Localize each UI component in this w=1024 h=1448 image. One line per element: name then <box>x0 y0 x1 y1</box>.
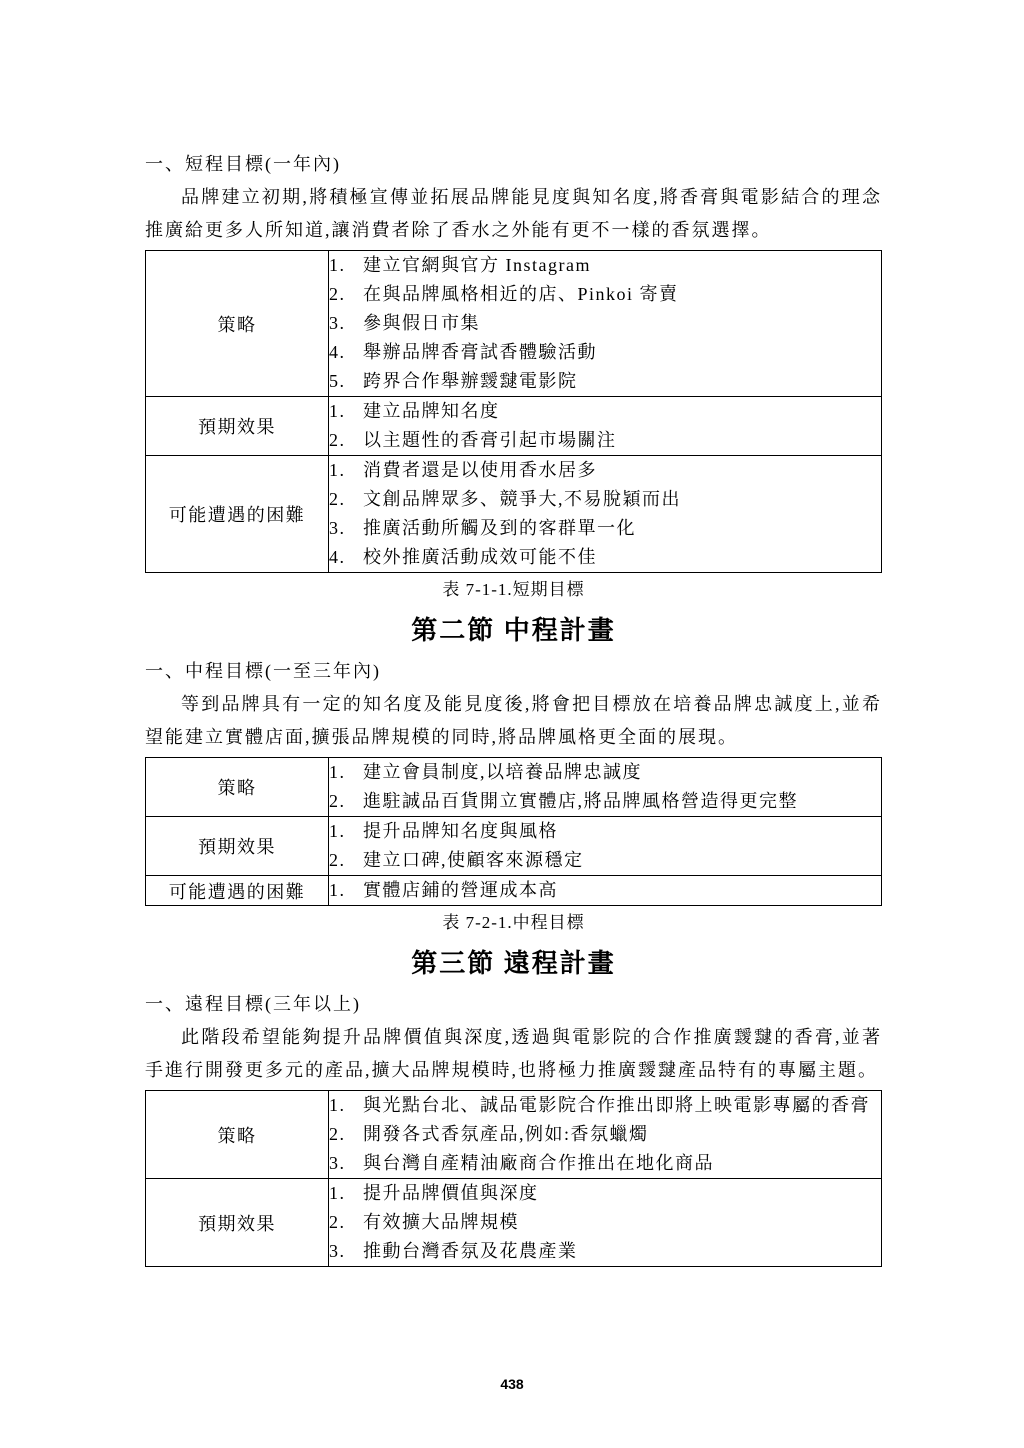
item-number: 1. <box>329 762 346 782</box>
list-heading: 一、中程目標(一至三年內) <box>145 661 381 681</box>
list-heading: 一、短程目標(一年內) <box>145 154 341 174</box>
item-number: 5. <box>329 371 346 391</box>
row-label: 預期效果 <box>146 817 329 876</box>
numbered-item <box>329 309 881 338</box>
item-text: 以主題性的香膏引起市場關注 <box>363 430 617 450</box>
numbered-item <box>329 1120 881 1149</box>
planning-table <box>145 757 882 906</box>
row-label: 策略 <box>146 1091 329 1179</box>
numbered-item <box>329 758 881 787</box>
numbered-item <box>329 1149 881 1178</box>
row-items <box>329 456 882 573</box>
item-text: 提升品牌價值與深度 <box>363 1183 539 1203</box>
numbered-item <box>329 280 881 309</box>
item-number: 2. <box>329 284 346 304</box>
item-number: 1. <box>329 880 346 900</box>
numbered-item <box>329 485 881 514</box>
numbered-item <box>329 1208 881 1237</box>
item-number: 2. <box>329 1124 346 1144</box>
numbered-item <box>329 846 881 875</box>
item-text: 有效擴大品牌規模 <box>363 1212 519 1232</box>
row-label: 可能遭遇的困難 <box>146 456 329 573</box>
numbered-item <box>329 397 881 426</box>
item-text: 進駐誠品百貨開立實體店,將品牌風格營造得更完整 <box>363 791 798 811</box>
item-text: 推廣活動所觸及到的客群單一化 <box>363 518 636 538</box>
item-text: 建立品牌知名度 <box>363 401 500 421</box>
item-number: 3. <box>329 313 346 333</box>
planning-table <box>145 250 882 573</box>
section-title: 第二節 中程計畫 <box>411 616 616 645</box>
row-label: 預期效果 <box>146 1179 329 1267</box>
item-number: 3. <box>329 1153 346 1173</box>
table-row <box>146 1091 882 1179</box>
item-text: 推動台灣香氛及花農產業 <box>363 1241 578 1261</box>
table-caption: 表 7-2-1.中程目標 <box>442 913 585 932</box>
item-number: 1. <box>329 1183 346 1203</box>
row-items <box>329 1179 882 1267</box>
row-items <box>329 1091 882 1179</box>
item-number: 1. <box>329 401 346 421</box>
item-text: 提升品牌知名度與風格 <box>363 821 558 841</box>
item-text: 校外推廣活動成效可能不佳 <box>363 547 597 567</box>
row-items <box>329 758 882 817</box>
item-number: 2. <box>329 1212 346 1232</box>
numbered-item <box>329 514 881 543</box>
item-text: 建立會員制度,以培養品牌忠誠度 <box>363 762 642 782</box>
numbered-item <box>329 543 881 572</box>
item-number: 1. <box>329 821 346 841</box>
item-number: 2. <box>329 489 346 509</box>
table-row <box>146 251 882 397</box>
row-label: 策略 <box>146 251 329 397</box>
item-number: 3. <box>329 1241 346 1261</box>
item-number: 3. <box>329 518 346 538</box>
item-number: 1. <box>329 255 346 275</box>
item-number: 4. <box>329 547 346 567</box>
row-items <box>329 251 882 397</box>
table-row <box>146 817 882 876</box>
item-text: 建立口碑,使顧客來源穩定 <box>363 850 584 870</box>
body-paragraph: 品牌建立初期,將積極宣傳並拓展品牌能見度與知名度,將香膏與電影結合的理念推廣給更多人所知道,讓消費者除了香水之外能有更不一樣的香氛選擇。 <box>145 187 882 240</box>
numbered-item <box>329 1091 881 1120</box>
numbered-item <box>329 251 881 280</box>
row-label: 預期效果 <box>146 397 329 456</box>
item-number: 2. <box>329 791 346 811</box>
item-text: 舉辦品牌香膏試香體驗活動 <box>363 342 597 362</box>
item-text: 開發各式香氛產品,例如:香氛蠟燭 <box>363 1124 649 1144</box>
item-text: 建立官網與官方 Instagram <box>363 255 591 275</box>
section-title: 第三節 遠程計畫 <box>411 949 616 978</box>
item-number: 2. <box>329 850 346 870</box>
numbered-item <box>329 817 881 846</box>
numbered-item <box>329 338 881 367</box>
table-row <box>146 456 882 573</box>
page-content <box>145 148 882 1269</box>
item-text: 參與假日市集 <box>363 313 480 333</box>
row-items <box>329 876 882 906</box>
numbered-item <box>329 367 881 396</box>
table-row <box>146 876 882 906</box>
list-heading: 一、遠程目標(三年以上) <box>145 994 361 1014</box>
numbered-item <box>329 787 881 816</box>
item-number: 1. <box>329 1095 346 1115</box>
numbered-item <box>329 1237 881 1266</box>
item-text: 文創品牌眾多、競爭大,不易脫穎而出 <box>363 489 681 509</box>
table-row <box>146 397 882 456</box>
item-text: 在與品牌風格相近的店、Pinkoi 寄賣 <box>363 284 679 304</box>
item-text: 消費者還是以使用香水居多 <box>363 460 597 480</box>
item-number: 2. <box>329 430 346 450</box>
item-number: 1. <box>329 460 346 480</box>
numbered-item <box>329 456 881 485</box>
numbered-item <box>329 1179 881 1208</box>
row-label: 策略 <box>146 758 329 817</box>
numbered-item <box>329 426 881 455</box>
planning-table <box>145 1090 882 1267</box>
body-paragraph: 等到品牌具有一定的知名度及能見度後,將會把目標放在培養品牌忠誠度上,並希望能建立實體店面,擴張品牌規模的同時,將品牌風格更全面的展現。 <box>145 694 882 747</box>
row-label: 可能遭遇的困難 <box>146 876 329 906</box>
table-row <box>146 758 882 817</box>
item-text: 實體店鋪的營運成本高 <box>363 880 558 900</box>
page-number: 438 <box>500 1376 524 1392</box>
numbered-item <box>329 876 881 905</box>
row-items <box>329 397 882 456</box>
item-text: 跨界合作舉辦靉靆電影院 <box>363 371 578 391</box>
body-paragraph: 此階段希望能夠提升品牌價值與深度,透過與電影院的合作推廣靉靆的香膏,並著手進行開發更多元的產品,擴大品牌規模時,也將極力推廣靉靆產品特有的專屬主題。 <box>145 1027 882 1080</box>
row-items <box>329 817 882 876</box>
item-text: 與光點台北、誠品電影院合作推出即將上映電影專屬的香膏 <box>363 1095 870 1115</box>
item-text: 與台灣自產精油廠商合作推出在地化商品 <box>363 1153 714 1173</box>
item-number: 4. <box>329 342 346 362</box>
table-row <box>146 1179 882 1267</box>
table-caption: 表 7-1-1.短期目標 <box>442 580 585 599</box>
